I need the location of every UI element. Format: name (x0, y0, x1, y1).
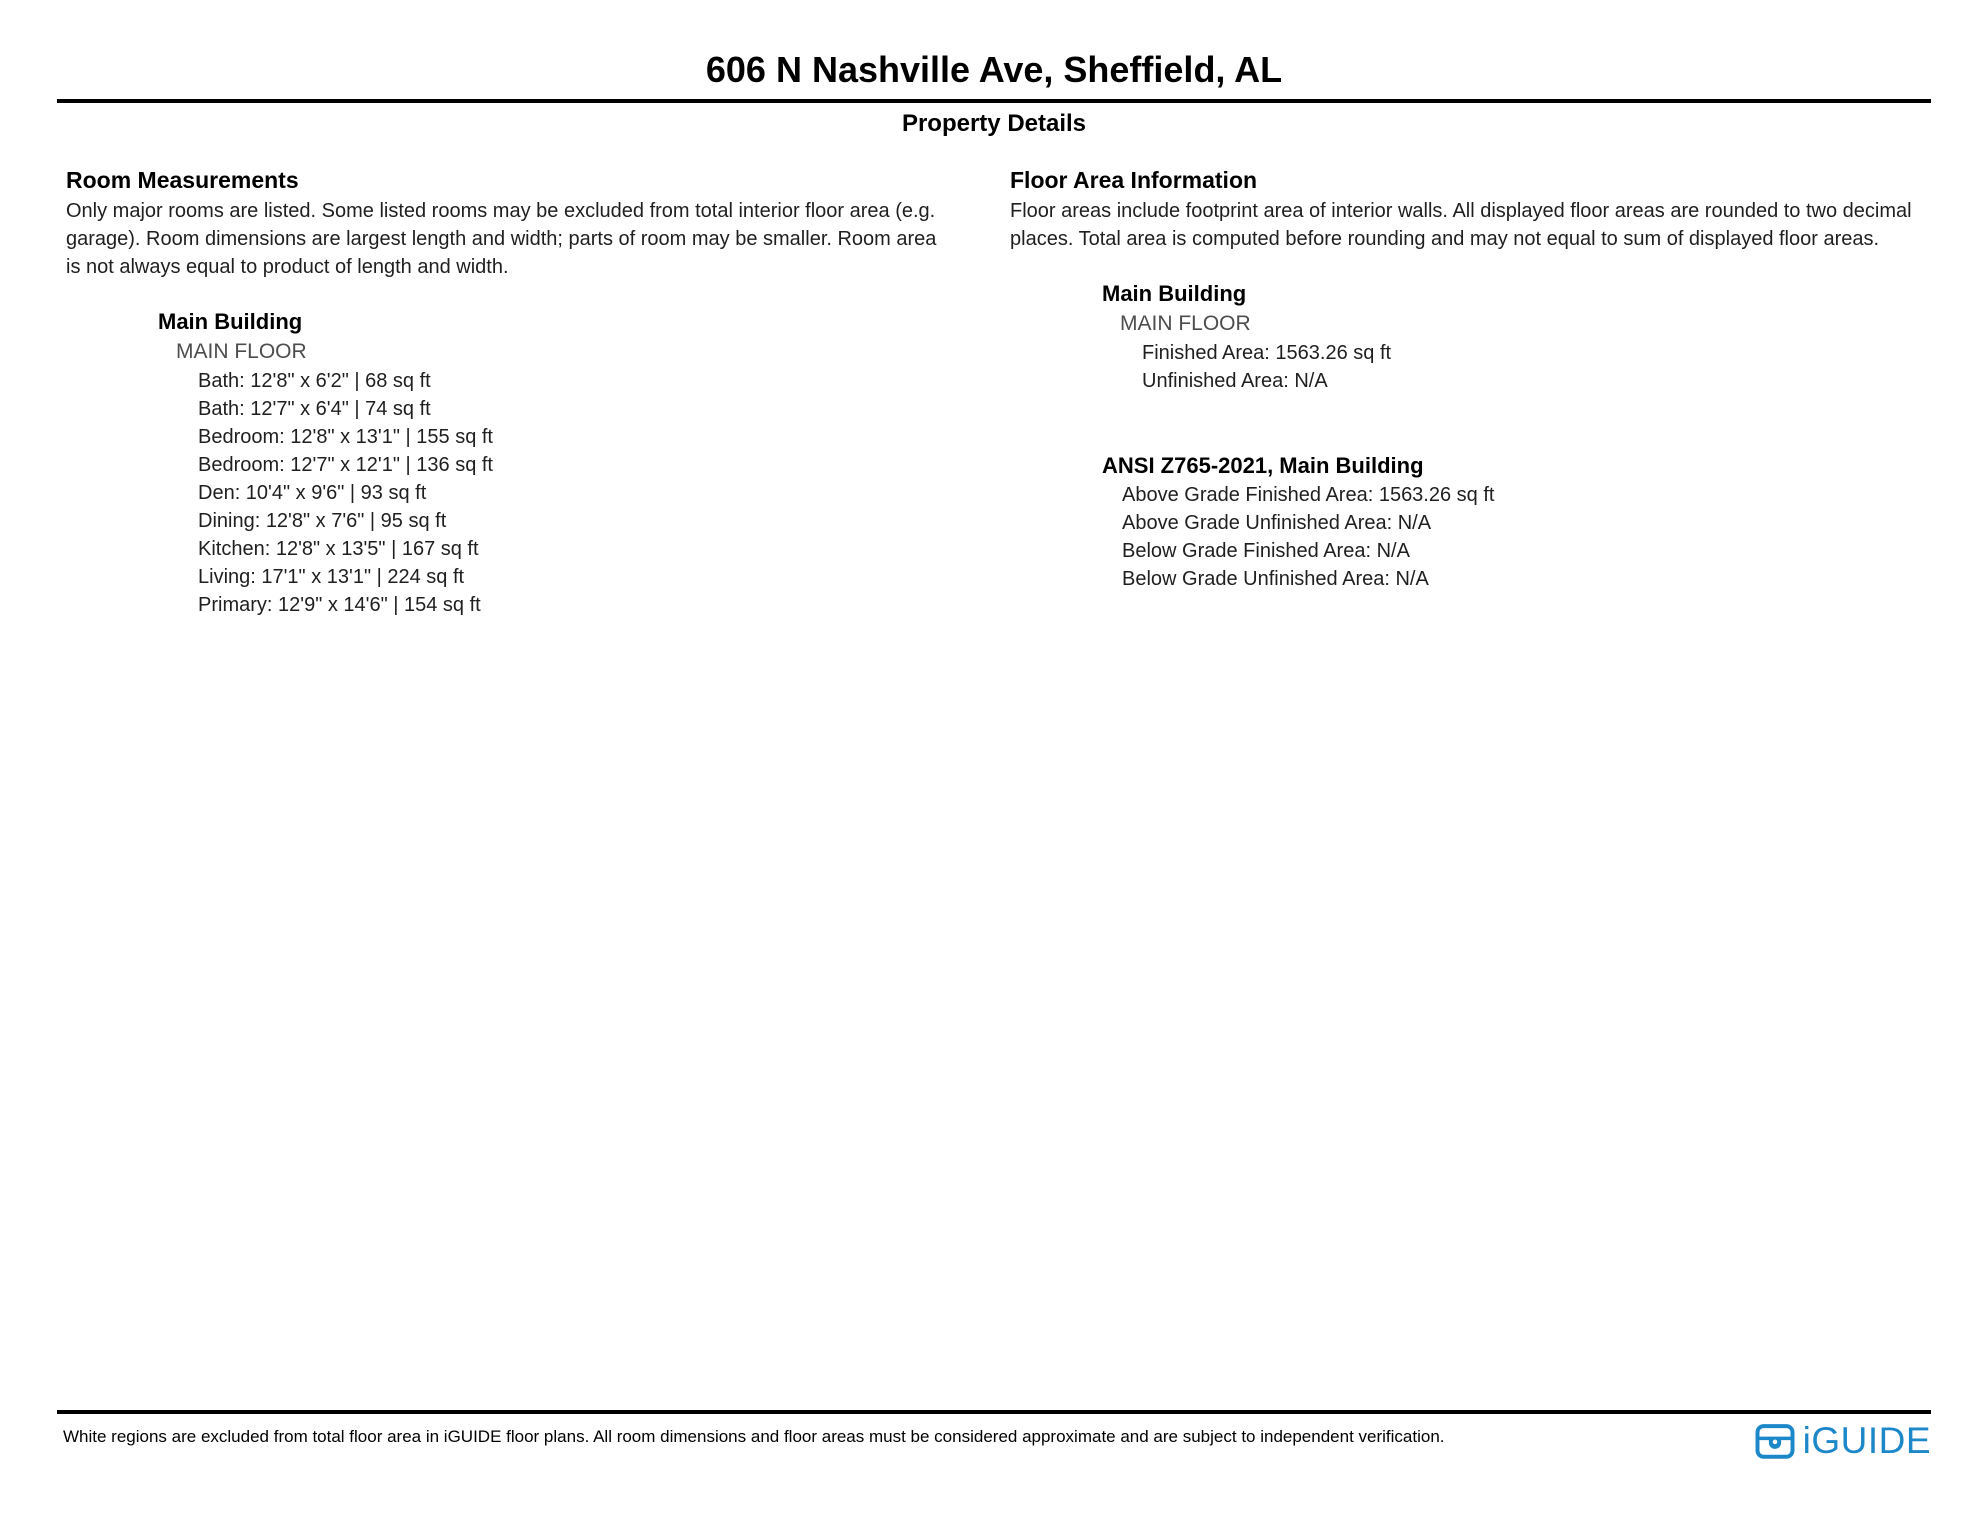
room-measurement-item: Kitchen: 12'8" x 13'5" | 167 sq ft (198, 538, 479, 560)
building-name: Main Building (1102, 281, 1247, 306)
room-measurements-building-section (158, 307, 954, 619)
header-divider (57, 99, 1931, 103)
floor-area-list (1142, 339, 1931, 395)
ansi-area-item: Above Grade Unfinished Area: N/A (1122, 512, 1432, 534)
floor-area-description: Floor areas include footprint area of interior walls. All displayed floor areas are rounded to two decimal places. Total area is computed before rounding and may not equal to sum of displayed floor areas. (1010, 200, 1912, 250)
ansi-area-item: Below Grade Unfinished Area: N/A (1122, 568, 1429, 590)
room-measurement-item: Living: 17'1" x 13'1" | 224 sq ft (198, 566, 465, 588)
room-measurement-item: Bath: 12'7" x 6'4" | 74 sq ft (198, 398, 431, 420)
building-name: Main Building (158, 309, 303, 334)
room-measurement-item: Bedroom: 12'7" x 12'1" | 136 sq ft (198, 454, 493, 476)
floor-area-building-section (1102, 279, 1931, 395)
page-header (0, 0, 1988, 139)
floor-area-column (994, 165, 1931, 619)
ansi-area-item: Below Grade Finished Area: N/A (1122, 540, 1410, 562)
iguide-logo-text: iGUIDE (1802, 1420, 1931, 1461)
room-measurement-item: Dining: 12'8" x 7'6" | 95 sq ft (198, 510, 447, 532)
room-measurements-description: Only major rooms are listed. Some listed rooms may be excluded from total interior floor area (e.g. garage). Room dimensions are largest length and width; parts of room may be smaller. Room area is not always equal to product of length and width. (66, 200, 937, 278)
floor-name: MAIN FLOOR (1120, 312, 1251, 335)
floor-area-item: Finished Area: 1563.26 sq ft (1142, 342, 1392, 364)
iguide-logo (1754, 1420, 1931, 1462)
ansi-heading: ANSI Z765-2021, Main Building (1102, 453, 1424, 478)
floor-area-heading: Floor Area Information (1010, 167, 1258, 193)
page-subtitle: Property Details (901, 110, 1087, 137)
room-measurements-heading: Room Measurements (66, 167, 299, 193)
room-measurement-item: Primary: 12'9" x 14'6" | 154 sq ft (198, 594, 481, 616)
page-footer (57, 1410, 1931, 1462)
ansi-area-list (1122, 481, 1931, 593)
room-measurement-item: Bedroom: 12'8" x 13'1" | 155 sq ft (198, 426, 493, 448)
ansi-section (1102, 451, 1931, 593)
page-title: 606 N Nashville Ave, Sheffield, AL (705, 49, 1283, 90)
iguide-camera-icon (1754, 1420, 1796, 1462)
floor-area-item: Unfinished Area: N/A (1142, 370, 1328, 392)
room-measurements-column (57, 165, 994, 619)
floor-name: MAIN FLOOR (176, 340, 307, 363)
footer-row (57, 1414, 1931, 1462)
room-measurement-item: Den: 10'4" x 9'6" | 93 sq ft (198, 482, 427, 504)
ansi-area-item: Above Grade Finished Area: 1563.26 sq ft (1122, 484, 1495, 506)
room-list (198, 367, 954, 619)
footer-disclaimer: White regions are excluded from total floor area in iGUIDE floor plans. All room dimensions and floor areas must be considered approximate and are subject to independent verification. (63, 1427, 1445, 1446)
room-measurement-item: Bath: 12'8" x 6'2" | 68 sq ft (198, 370, 431, 392)
content-columns (57, 165, 1931, 619)
